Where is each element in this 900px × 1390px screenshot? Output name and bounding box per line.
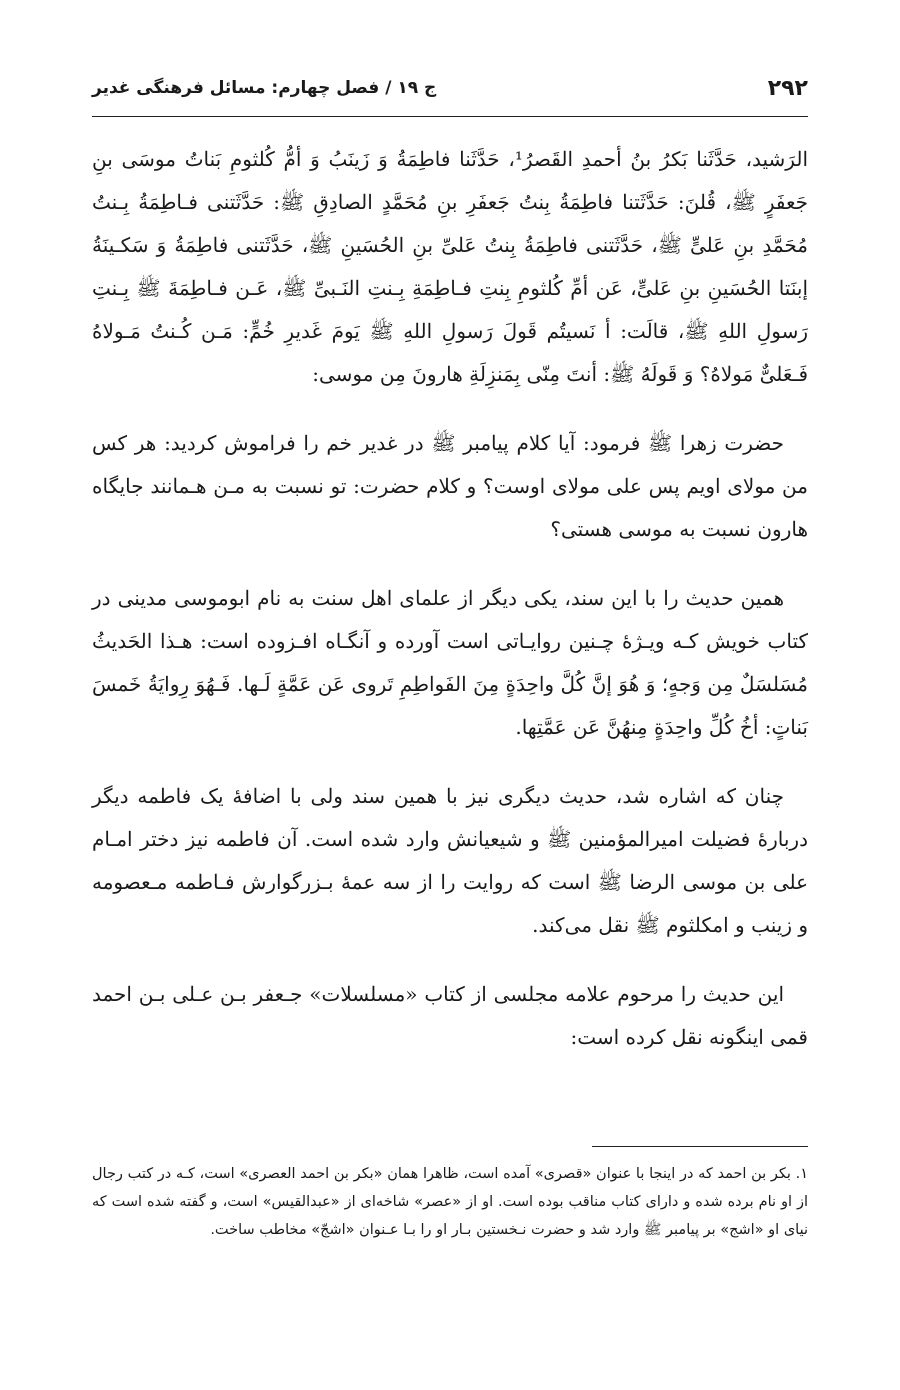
- arabic-hadith-paragraph: الرَشید، حَدَّثَنا بَکرُ بنُ أحمدِ القَصرُ¹، حَدَّثَنا فاطِمَةُ وَ زَینَبُ وَ أمُّ کُلثومِ بَناتُ موسَی بنِ جَعفَرٍ ﷺ، قُلنَ: حَدَّثَتنا فاطِمَةُ بِنتُ جَعفَرِ بنِ مُحَمَّدٍ الصادِقِ ﷺ: حَدَّثَتنی فـاطِمَةُ بِـنتُ مُحَمَّدِ بنِ عَلیٍّ ﷺ، حَدَّثَتنی فاطِمَةُ بِنتُ عَلیِّ بنِ الحُسَینِ ﷺ، حَدَّثَتنی فاطِمَةُ وَ سَکـینَةُ إبنَتا الحُسَینِ بنِ عَلیٍّ، عَن أمِّ کُلثومِ بِنتِ فـاطِمَةِ بِـنتِ النَـبیِّ ﷺ، عَـن فـاطِمَةَ ﷺ بِـنتِ رَسولِ اللهِ ﷺ، قالَت: أ نَسیتُم قَولَ رَسولِ اللهِ ﷺ یَومَ غَدیرِ خُمٍّ: مَـن کُـنتُ مَـولاهُ فَـعَلیٌّ مَولاهُ؟ وَ قَولَهُ ﷺ: أنتَ مِنّی بِمَنزِلَةِ هارونَ مِن موسی:: [92, 147, 809, 386]
- translation-paragraph: حضرت زهرا ﷺ فرمود: آیا کلام پیامبر ﷺ در غدیر خم را فراموش کردید: هر کس من مولای اویم پس علی مولای اوست؟ و کلام حضرت: تو نسبت به مـن هـمانند جایگاه هارون نسبت به موسی هستی؟: [92, 431, 808, 541]
- header-divider: [92, 116, 808, 117]
- source-paragraph: این حدیث را مرحوم علامه مجلسی از کتاب «مسلسلات» جـعفر بـن عـلی بـن احمد قمی اینگونه نقل کرده است:: [92, 982, 808, 1049]
- footnote: ۱. بکر بن احمد که در اینجا با عنوان «قصری» آمده است، ظاهرا همان «بکر بن احمد العصری» است، کـه در کتب رجال از او نام برده شده و دارای کتاب مناقب بوده است. او از «عصر» شاخه‌ای از «عبدالقیس» است، و گفته شده است که نیای او «اشج» بر پیامبر ﷺ وارد شد و حضرت نـخستین بـار او را بـا عـنوان «اشجّ» مخاطب ساخت.: [92, 1166, 808, 1238]
- footnote-divider: [592, 1146, 808, 1147]
- commentary-paragraph: همین حدیث را با این سند، یکی دیگر از علمای اهل سنت به نام ابوموسی مدینی در کتاب خویش کـه ویـژهٔ چـنین روایـاتی است آورده و آنگـاه افـزوده است: هـذا الحَدیثُ مُسَلسَلٌ مِن وَجهٍ؛ وَ هُوَ إنَّ کُلَّ واحِدَةٍ مِنَ الفَواطِمِ تَروی عَن عَمَّةٍ لَـها. فَـهُوَ رِوایَةُ خَمسَ بَناتٍ: أخُ کُلِّ واحِدَةٍ مِنهُنَّ عَن عَمَّتِها.: [92, 586, 809, 739]
- book-page: [92, 0, 808, 1390]
- related-hadith-paragraph: چنان که اشاره شد، حدیث دیگری نیز با همین سند ولی با اضافهٔ یک فاطمه دیگر دربارهٔ فضیلت امیرالمؤمنین ﷺ و شیعیانش وارد شده است. آن فاطمه نیز دختر امـام علی بن موسی الرضا ﷺ است که روایت را از سه عمهٔ بـزرگوارش فـاطمه مـعصومه و زینب و امکلثوم ﷺ نقل می‌کند.: [92, 784, 808, 937]
- main-text: [92, 138, 808, 1085]
- page-header: [92, 68, 808, 108]
- page-number: ۲۹۲: [767, 75, 808, 101]
- running-title: ج ۱۹ / فصل چهارم: مسائل فرهنگی غدیر: [92, 78, 437, 98]
